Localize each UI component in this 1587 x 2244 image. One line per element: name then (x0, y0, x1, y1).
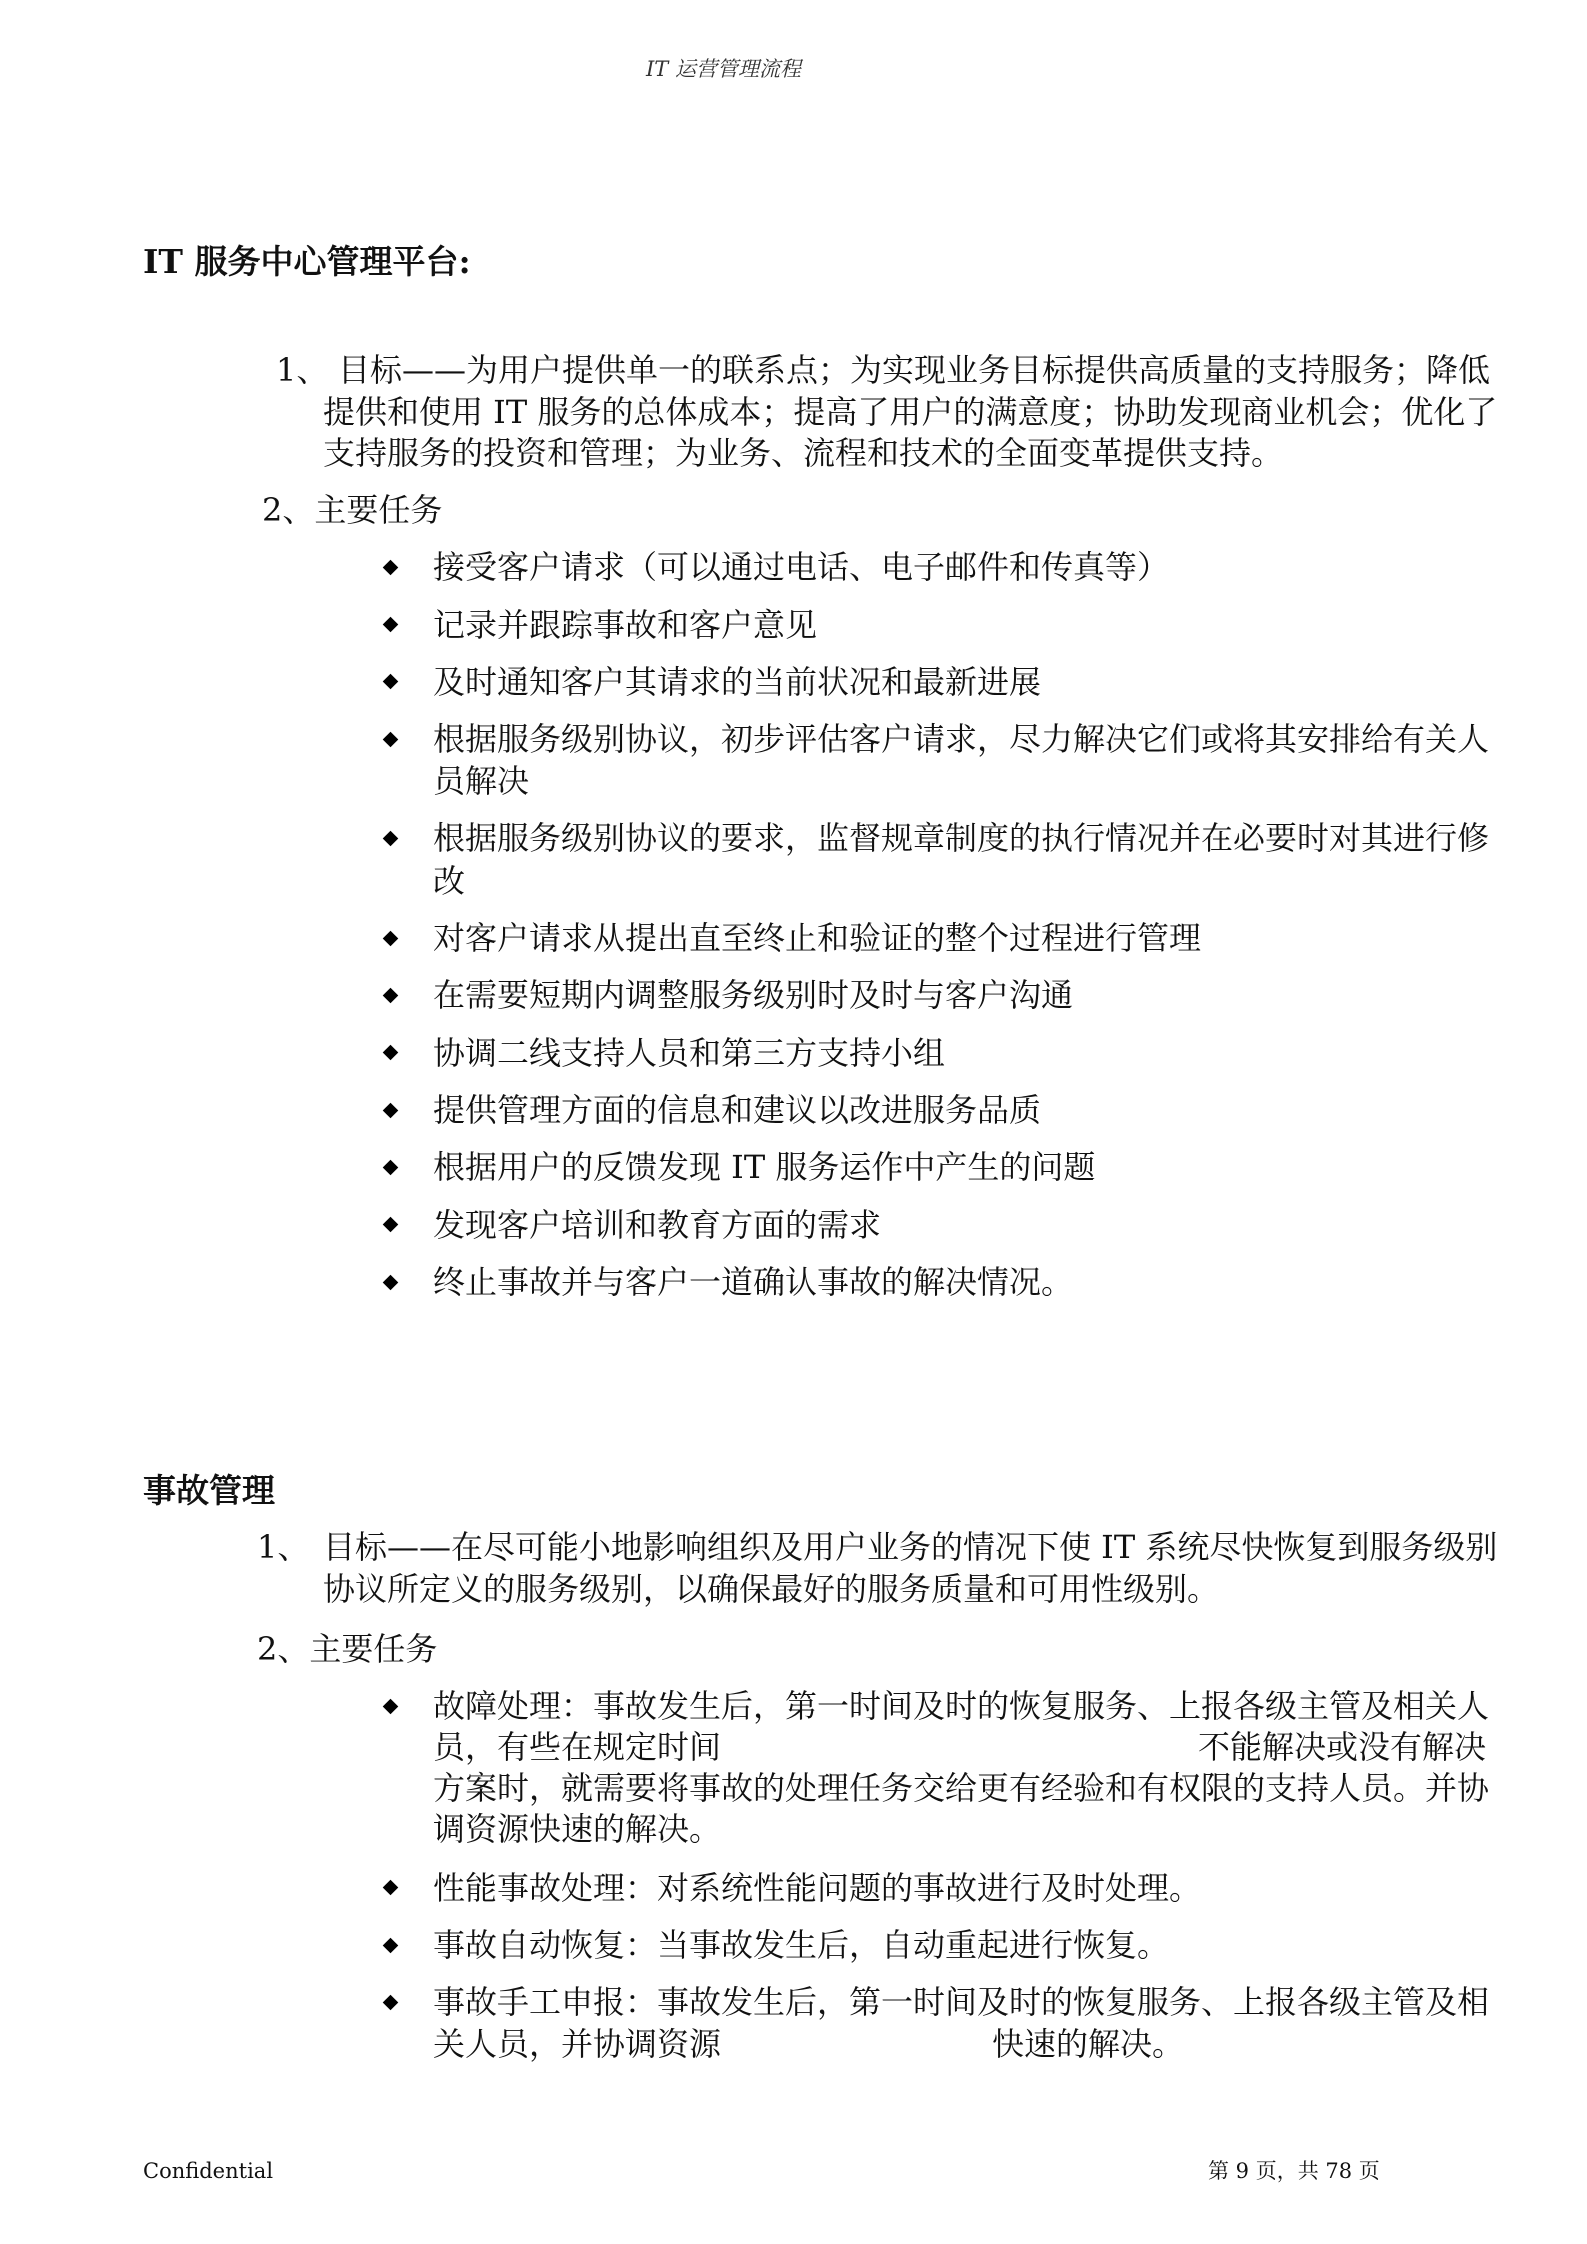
goal-line: 协议所定义的服务级别，以确保最好的服务质量和可用性级别。 (323, 1570, 1220, 1608)
page-number: 第 9 页，共 78 页 (1208, 2159, 1380, 2183)
diamond-bullet-icon (383, 732, 399, 748)
list-item-cont: 员解决 (433, 762, 530, 800)
diamond-bullet-icon (383, 831, 399, 847)
list-item-cont: 关人员，并协调资源 (433, 2025, 722, 2063)
diamond-bullet-icon (383, 931, 399, 947)
diamond-bullet-icon (383, 1880, 399, 1896)
list-item-cont: 员，有些在规定时间 (433, 1728, 722, 1766)
diamond-bullet-icon (383, 560, 399, 576)
list-item: 接受客户请求（可以通过电话、电子邮件和传真等） (433, 548, 1170, 586)
diamond-bullet-icon (383, 1995, 399, 2011)
list-item: 根据服务级别协议的要求，监督规章制度的执行情况并在必要时对其进行修 (433, 819, 1490, 857)
section-heading: 事故管理 (143, 1471, 275, 1510)
list-item-cont: 不能解决或没有解决 (1198, 1728, 1487, 1766)
goal-line: 提供和使用 IT 服务的总体成本；提高了用户的满意度；协助发现商业机会；优化了 (323, 393, 1498, 431)
goal-number: 1、 (257, 1528, 310, 1566)
diamond-bullet-icon (383, 674, 399, 690)
list-item: 发现客户培训和教育方面的需求 (433, 1206, 882, 1244)
diamond-bullet-icon (383, 1103, 399, 1119)
list-item-cont: 快速的解决。 (992, 2025, 1185, 2063)
footer-confidential: Confidential (143, 2159, 274, 2183)
list-item: 协调二线支持人员和第三方支持小组 (433, 1034, 946, 1072)
diamond-bullet-icon (383, 1217, 399, 1233)
list-item-cont: 改 (433, 862, 466, 900)
diamond-bullet-icon (383, 1045, 399, 1061)
list-item: 故障处理：事故发生后，第一时间及时的恢复服务、上报各级主管及相关人 (433, 1687, 1490, 1725)
list-item: 对客户请求从提出直至终止和验证的整个过程进行管理 (433, 919, 1202, 957)
list-item: 事故自动恢复：当事故发生后，自动重起进行恢复。 (433, 1926, 1170, 1964)
list-item: 提供管理方面的信息和建议以改进服务品质 (433, 1091, 1042, 1129)
goal-line: 支持服务的投资和管理；为业务、流程和技术的全面变革提供支持。 (323, 434, 1284, 472)
section-heading: IT 服务中心管理平台: (143, 242, 471, 281)
goal-number: 1、 (276, 351, 329, 389)
list-item: 根据服务级别协议，初步评估客户请求，尽力解决它们或将其安排给有关人 (433, 720, 1490, 758)
tasks-label: 2、主要任务 (262, 491, 443, 529)
list-item: 性能事故处理：对系统性能问题的事故进行及时处理。 (433, 1869, 1202, 1907)
goal-line: 目标——为用户提供单一的联系点；为实现业务目标提供高质量的支持服务；降低 (338, 351, 1491, 389)
diamond-bullet-icon (383, 1699, 399, 1715)
diamond-bullet-icon (383, 1938, 399, 1954)
goal-line: 目标——在尽可能小地影响组织及用户业务的情况下使 IT 系统尽快恢复到服务级别 (323, 1528, 1498, 1566)
list-item: 根据用户的反馈发现 IT 服务运作中产生的问题 (433, 1148, 1096, 1186)
diamond-bullet-icon (383, 617, 399, 633)
list-item-cont: 调资源快速的解决。 (433, 1810, 722, 1848)
tasks-label: 2、主要任务 (257, 1630, 438, 1668)
list-item: 终止事故并与客户一道确认事故的解决情况。 (433, 1263, 1074, 1301)
running-header: IT 运营管理流程 (646, 57, 801, 81)
diamond-bullet-icon (383, 988, 399, 1004)
list-item: 及时通知客户其请求的当前状况和最新进展 (433, 663, 1042, 701)
list-item: 在需要短期内调整服务级别时及时与客户沟通 (433, 976, 1074, 1014)
list-item-cont: 方案时，就需要将事故的处理任务交给更有经验和有权限的支持人员。并协 (433, 1769, 1490, 1807)
list-item: 事故手工申报：事故发生后，第一时间及时的恢复服务、上报各级主管及相 (433, 1983, 1490, 2021)
diamond-bullet-icon (383, 1275, 399, 1291)
diamond-bullet-icon (383, 1160, 399, 1176)
list-item: 记录并跟踪事故和客户意见 (433, 606, 818, 644)
